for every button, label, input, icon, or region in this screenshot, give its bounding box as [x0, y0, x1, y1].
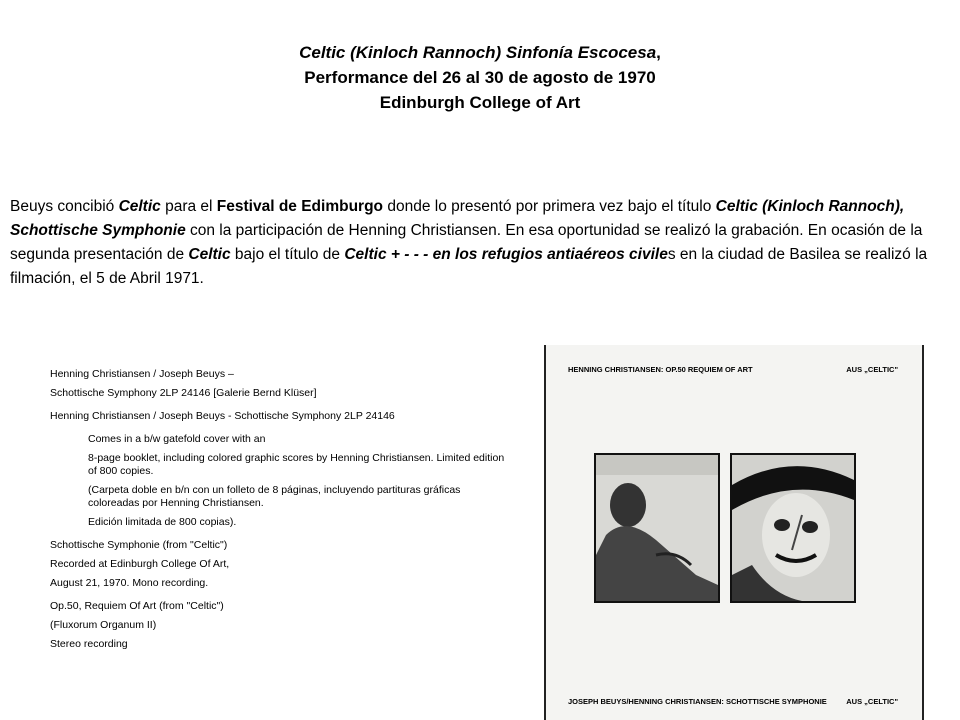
cover-photo-left — [594, 453, 720, 603]
track-2-title: Op.50, Requiem Of Art (from "Celtic") — [50, 600, 224, 612]
intro-text: Beuys concibió — [10, 198, 119, 215]
intro-text: bajo el título de — [230, 246, 345, 263]
track-1-title: Schottische Symphonie (from "Celtic") — [50, 539, 228, 551]
intro-paragraph — [10, 195, 950, 291]
track-1-date: August 21, 1970. Mono recording. — [50, 577, 209, 589]
title-comma: , — [656, 43, 661, 62]
intro-text: con la participación de Henning Christiansen. En esa oportunidad se realizó la grabación. En ocasión de la segunda presentación de — [10, 222, 923, 263]
cover-top-left-text: HENNING CHRISTIANSEN: OP.50 REQUIEM OF ART — [568, 365, 753, 374]
release-info — [50, 368, 510, 651]
album-cover-image — [544, 345, 924, 720]
cover-top-caption — [568, 365, 898, 374]
release-desc-3: (Carpeta doble en b/n con un folleto de 8 páginas, incluyendo partituras gráficas coloreadas por Henning Christiansen. — [88, 484, 461, 509]
release-header-1: Henning Christiansen / Joseph Beuys – — [50, 368, 234, 380]
intro-text: donde lo presentó por primera vez bajo el título — [383, 198, 716, 215]
cover-bottom-right-text: AUS „CELTIC" — [846, 697, 898, 706]
release-header-3: Henning Christiansen / Joseph Beuys - Schottische Symphony 2LP 24146 — [50, 410, 395, 422]
title-line-3: Edinburgh College of Art — [379, 93, 581, 112]
title-line-1 — [0, 40, 960, 65]
intro-festival: Festival de Edimburgo — [216, 198, 384, 215]
release-desc-2: 8-page booklet, including colored graphic scores by Henning Christiansen. Limited edition of 800 copies. — [88, 452, 505, 477]
track-2-format: Stereo recording — [50, 638, 128, 650]
track-1-location: Recorded at Edinburgh College Of Art, — [50, 558, 230, 570]
track-2-subtitle: (Fluxorum Organum II) — [50, 619, 157, 631]
intro-text: para el — [160, 198, 217, 215]
title-block — [0, 40, 960, 115]
intro-basel-title: Celtic + - - - en los refugios antiaéreos civile — [344, 246, 668, 263]
release-desc-4: Edición limitada de 800 copias). — [88, 516, 237, 528]
intro-celtic: Celtic — [118, 198, 161, 215]
intro-text: s en la ciudad de Basilea se realizó la filmación, el 5 de Abril 1971. — [10, 246, 928, 287]
release-header-2: Schottische Symphony 2LP 24146 [Galerie Bernd Klüser] — [50, 387, 317, 399]
cover-top-right-text: AUS „CELTIC" — [846, 365, 898, 374]
release-desc-1: Comes in a b/w gatefold cover with an — [88, 433, 266, 445]
intro-original-title: Celtic (Kinloch Rannoch), Schottische Symphonie — [10, 198, 905, 239]
cover-bottom-left-text: JOSEPH BEUYS/HENNING CHRISTIANSEN: SCHOTTISCHE SYMPHONIE — [568, 697, 827, 706]
title-italic: Celtic (Kinloch Rannoch) Sinfonía Escocesa — [299, 43, 657, 62]
intro-celtic-2: Celtic — [188, 246, 231, 263]
cover-bottom-caption — [568, 697, 898, 706]
cover-photo-right — [730, 453, 856, 603]
title-line-2: Performance del 26 al 30 de agosto de 1970 — [304, 68, 656, 87]
